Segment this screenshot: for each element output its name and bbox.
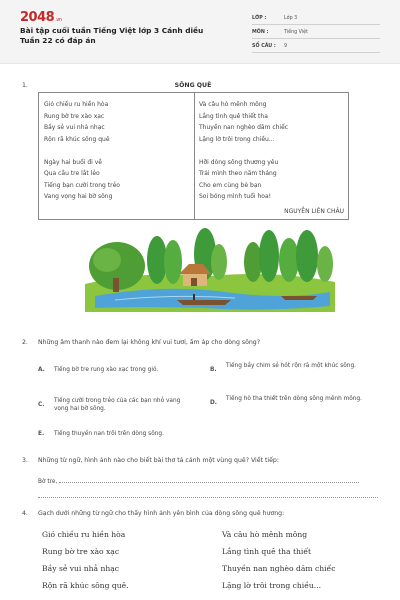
poem-line: Vang vọng hai bờ sông [44,193,113,200]
question-3-number: 3. [22,457,28,464]
question-3-answer-line[interactable] [38,497,378,498]
question-4-number: 4. [22,510,28,517]
poem-right-column [199,99,347,203]
question-2-text: Những âm thanh nào đem lại không khí vui tươi, ấm áp cho dòng sông? [38,339,260,346]
poem-line: Cho em cùng bè bạn [199,181,262,189]
poem-divider [194,93,195,219]
q4-right-line[interactable]: Lặng lờ trôi trong chiều... [222,581,322,590]
meta-question-count: SỐ CÂU : 9 [252,42,380,53]
q4-left-line[interactable]: Rung bờ tre xào xạc [42,547,120,556]
question-3-text: Những từ ngữ, hình ảnh nào cho biết bài thơ tả cảnh một vùng quê? Viết tiếp: [38,457,279,464]
poem-line: Lắng tình quê thiết tha [199,112,268,120]
poem-line: Tiếng bạn cười trong trẻo [44,181,120,189]
river-village-illustration-icon [85,226,335,312]
poem-line: Qua cầu tre lắt lẻo [44,170,100,177]
poem-line: Gió chiều ru hiền hòa [44,101,109,108]
q4-left-line[interactable]: Rộn rã khúc sông quê. [42,581,129,590]
meta-subject: MÔN : Tiếng Việt [252,28,380,39]
poem-line: Rung bờ tre xào xạc [44,112,105,120]
poem-line: Soi bóng mình tuổi hoa! [199,193,272,200]
poem-author: NGUYỄN LIÊN CHÂU [284,208,344,215]
poem-left-column [44,99,192,203]
poem-line: Ngày hai buổi đi về [44,158,102,166]
poem-line: Và câu hò mênh mông [199,101,267,108]
q4-right-line[interactable]: Thuyền nan nghèo dăm chiếc [222,564,336,573]
site-logo[interactable]: 2048.vn [20,10,62,25]
poem-line: Thuyền nan nghèo dăm chiếc [199,124,289,131]
poem-line: Bầy sẻ vui nhả nhạc [44,124,105,131]
poem-line: Hỡi dòng sông thương yêu [199,158,279,166]
document-title: Bài tập cuối tuần Tiếng Việt lớp 3 Cánh diều Tuần 22 có đáp án [20,26,204,45]
q4-left-line[interactable]: Bầy sẻ vui nhả nhạc [42,564,120,573]
poem-line: Trải mình theo năm tháng [199,170,277,177]
question-2-number: 2. [22,339,28,346]
poem-line: Rộn rã khúc sông quê [44,135,110,143]
q4-right-line[interactable]: Và câu hò mênh mông [222,530,308,539]
poem-title: SÔNG QUÊ [174,82,212,89]
question-3-answer[interactable]: Bờ tre, [38,477,359,485]
poem-line: Lặng lờ trôi trong chiều... [199,135,275,143]
q4-left-line[interactable]: Gió chiều ru hiền hòa [42,530,126,539]
meta-class: LỚP : Lớp 3 [252,14,380,25]
question-4-text: Gạch dưới những từ ngữ cho thấy hình ảnh yên bình của dòng sông quê hương: [38,510,285,517]
page-header [0,0,400,64]
question-1-number: 1. [22,82,28,89]
poem-box [38,92,349,220]
q4-right-line[interactable]: Lắng tình quê tha thiết [222,547,312,556]
